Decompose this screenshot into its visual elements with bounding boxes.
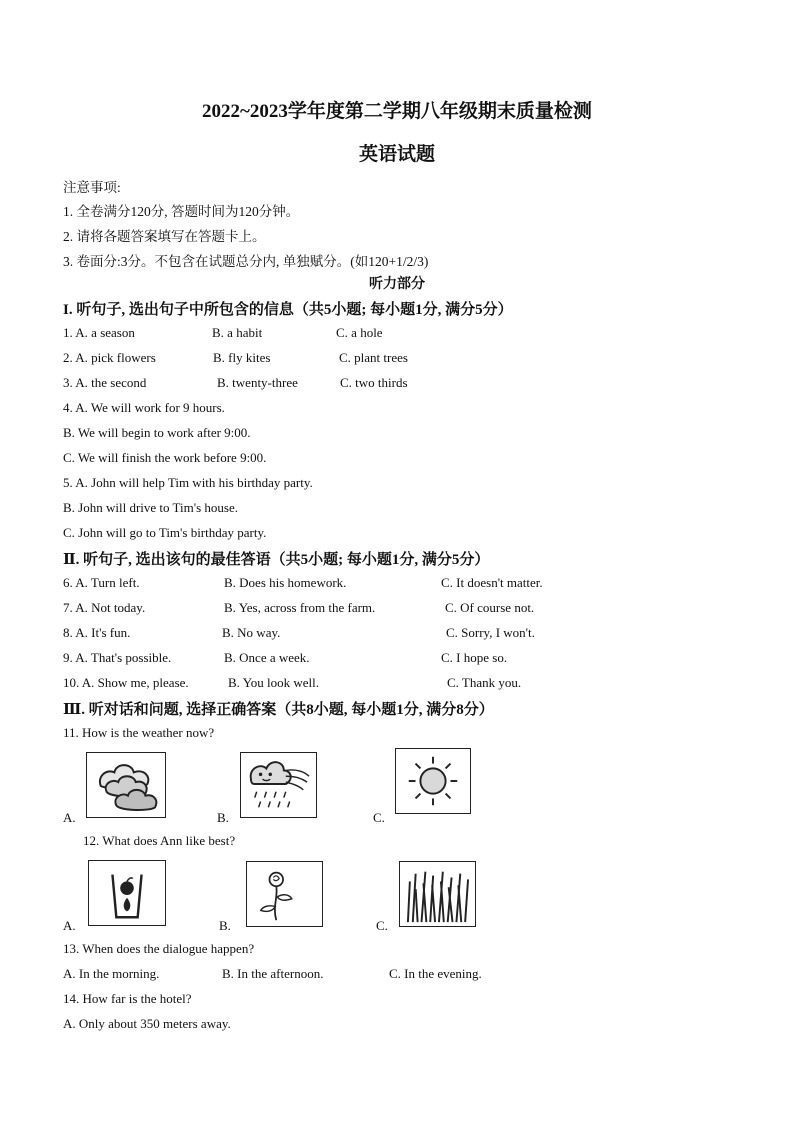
q13-option-c: C. In the evening. xyxy=(389,966,482,981)
section-3-heading: Ⅲ. 听对话和问题, 选择正确答案（共8小题, 每小题1分, 满分8分） xyxy=(63,702,494,718)
q6-option-a: 6. A. Turn left. xyxy=(63,575,140,590)
q6-option-c: C. It doesn't matter. xyxy=(441,575,543,590)
q9-option-c: C. I hope so. xyxy=(441,650,508,665)
q2-option-c: C. plant trees xyxy=(339,350,408,365)
rose-icon xyxy=(246,861,323,927)
q7-option-b: B. Yes, across from the farm. xyxy=(224,600,376,615)
q5-option-b: B. John will drive to Tim's house. xyxy=(63,500,238,515)
q1-option-a: 1. A. a season xyxy=(63,325,135,340)
cloudy-icon xyxy=(86,752,166,818)
q8-option-c: C. Sorry, I won't. xyxy=(446,625,535,640)
note-item: 3. 卷面分:3分。不包含在试题总分内, 单独赋分。(如120+1/2/3) xyxy=(63,254,429,269)
sunny-icon xyxy=(395,748,471,814)
section-1-heading: I. 听句子, 选出句子中所包含的信息（共5小题; 每小题1分, 满分5分） xyxy=(63,302,513,318)
note-item: 1. 全卷满分120分, 答题时间为120分钟。 xyxy=(63,204,300,219)
fruit-glass-icon xyxy=(88,860,166,926)
q14-question: 14. How far is the hotel? xyxy=(63,991,192,1006)
q5-option-a: 5. A. John will help Tim with his birthday party. xyxy=(63,475,313,490)
q7-option-c: C. Of course not. xyxy=(445,600,535,615)
q13-question: 13. When does the dialogue happen? xyxy=(63,941,255,956)
q13-option-b: B. In the afternoon. xyxy=(222,966,324,981)
q5-option-c: C. John will go to Tim's birthday party. xyxy=(63,525,267,540)
q8-option-a: 8. A. It's fun. xyxy=(63,625,131,640)
q10-option-a: 10. A. Show me, please. xyxy=(63,675,189,690)
grass-icon xyxy=(399,861,476,927)
q6-option-b: B. Does his homework. xyxy=(224,575,347,590)
q10-option-c: C. Thank you. xyxy=(447,675,522,690)
q11-label-c: C. xyxy=(373,810,385,825)
q14-option-a: A. Only about 350 meters away. xyxy=(63,1016,231,1031)
q3-option-c: C. two thirds xyxy=(340,375,408,390)
notes-heading: 注意事项: xyxy=(63,180,121,195)
q12-label-c: C. xyxy=(376,918,388,933)
q2-option-a: 2. A. pick flowers xyxy=(63,350,156,365)
q11-question: 11. How is the weather now? xyxy=(63,725,215,740)
q12-label-a: A. xyxy=(63,918,76,933)
q3-option-a: 3. A. the second xyxy=(63,375,147,390)
q3-option-b: B. twenty-three xyxy=(217,375,298,390)
q12-label-b: B. xyxy=(219,918,231,933)
section-2-heading: Ⅱ. 听句子, 选出该句的最佳答语（共5小题; 每小题1分, 满分5分） xyxy=(63,552,490,568)
q1-option-b: B. a habit xyxy=(212,325,263,340)
q1-option-c: C. a hole xyxy=(336,325,383,340)
q13-option-a: A. In the morning. xyxy=(63,966,160,981)
q11-label-a: A. xyxy=(63,810,76,825)
windy-rain-icon xyxy=(240,752,317,818)
q11-label-b: B. xyxy=(217,810,229,825)
q9-option-a: 9. A. That's possible. xyxy=(63,650,172,665)
q9-option-b: B. Once a week. xyxy=(224,650,310,665)
q8-option-b: B. No way. xyxy=(222,625,281,640)
page-subtitle: 英语试题 xyxy=(358,144,435,165)
q10-option-b: B. You look well. xyxy=(228,675,320,690)
q4-option-b: B. We will begin to work after 9:00. xyxy=(63,425,251,440)
q7-option-a: 7. A. Not today. xyxy=(63,600,146,615)
q2-option-b: B. fly kites xyxy=(213,350,271,365)
page-title: 2022~2023学年度第二学期八年级期末质量检测 xyxy=(202,101,592,122)
q4-option-a: 4. A. We will work for 9 hours. xyxy=(63,400,225,415)
listening-heading: 听力部分 xyxy=(369,277,425,292)
q4-option-c: C. We will finish the work before 9:00. xyxy=(63,450,267,465)
note-item: 2. 请将各题答案填写在答题卡上。 xyxy=(63,229,266,244)
q12-question: 12. What does Ann like best? xyxy=(83,833,236,848)
